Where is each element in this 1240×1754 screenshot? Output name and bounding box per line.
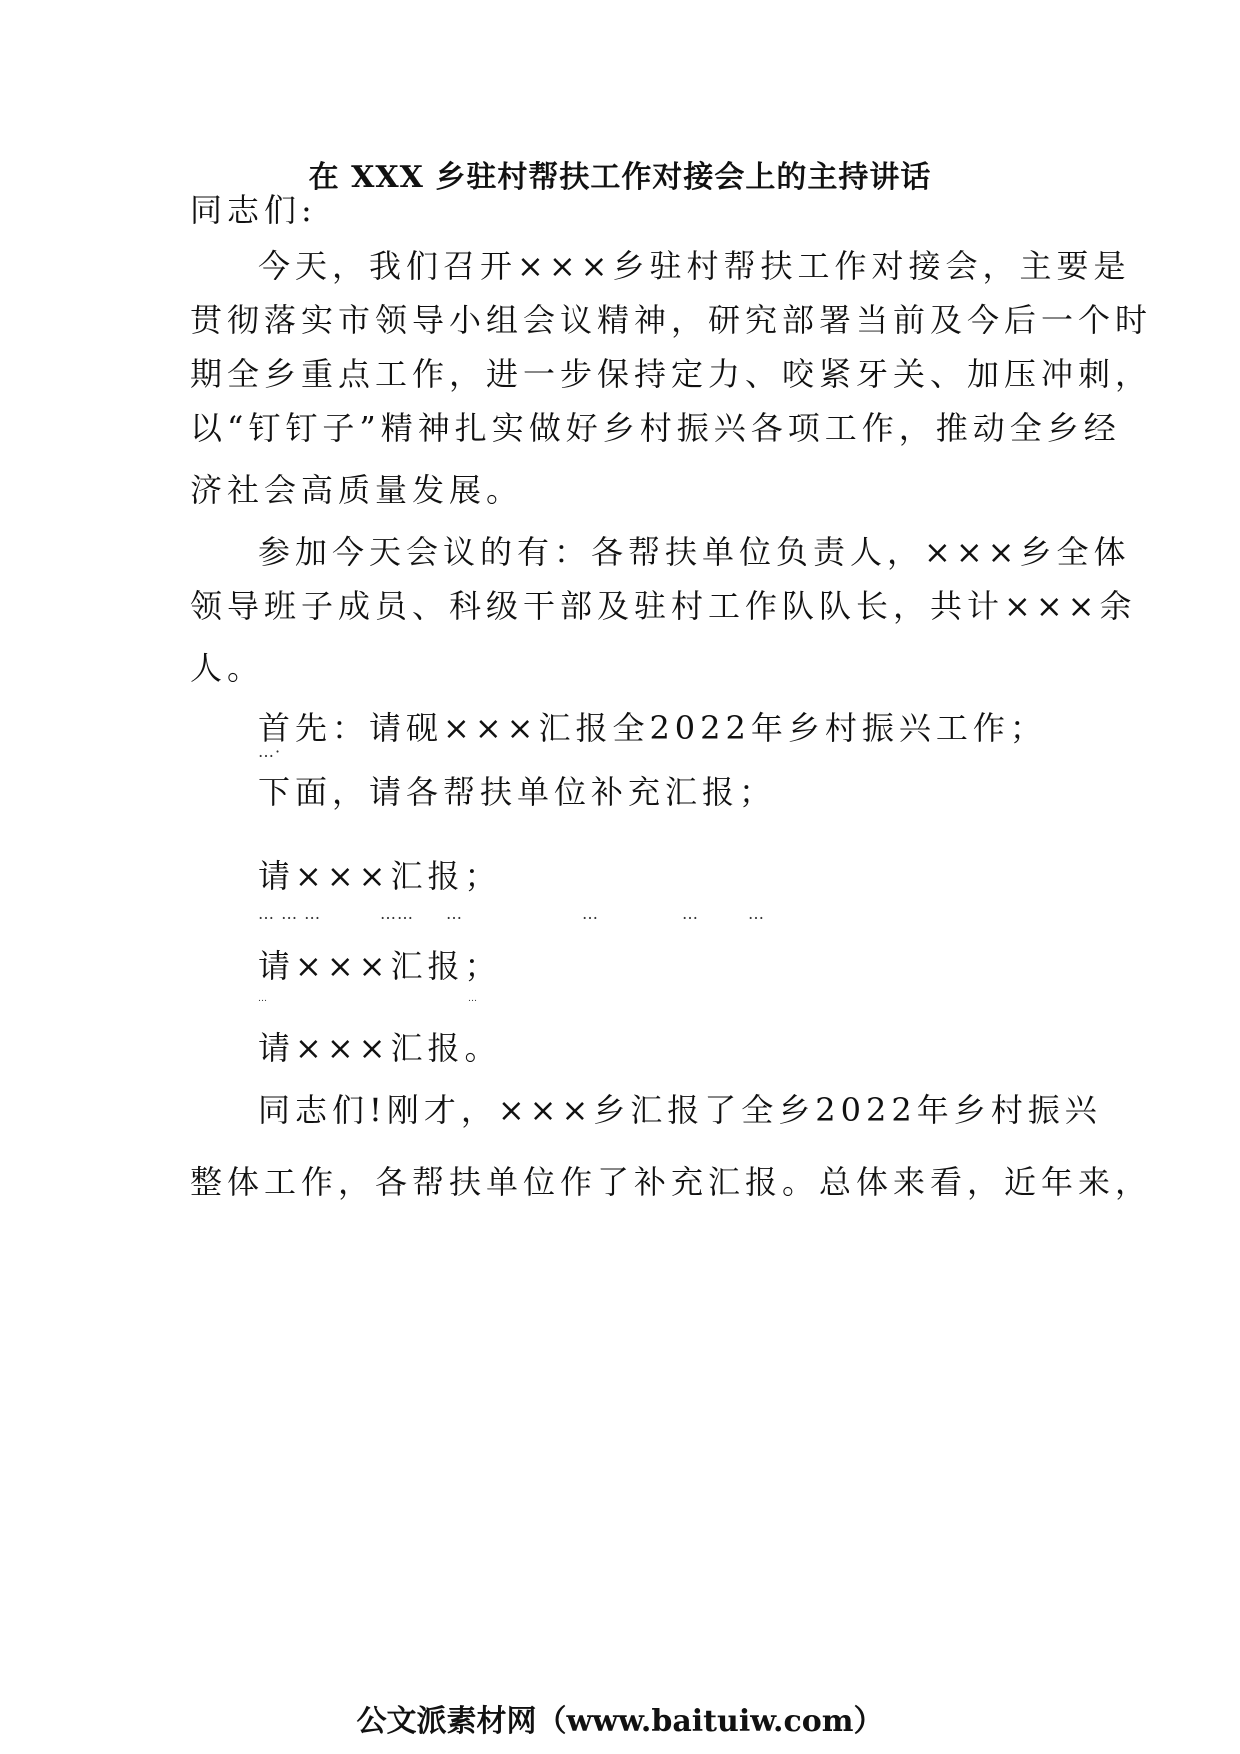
agenda-ellipsis-7: … bbox=[748, 904, 765, 923]
agenda-report-2: 请×××汇报； bbox=[258, 947, 502, 985]
footer-watermark: 公文派素材网（www.baituiw.com） bbox=[356, 1704, 884, 1739]
agenda-report-1: 请×××汇报； bbox=[258, 857, 502, 895]
salutation: 同志们: bbox=[190, 191, 317, 229]
agenda-next: 下面，请各帮扶单位补充汇报； bbox=[258, 773, 777, 811]
paragraph1-line4: 以“钉钉子”精神扎实做好乡村振兴各项工作，推动全乡经 bbox=[190, 409, 1121, 447]
agenda-ellipsis-1: …· bbox=[258, 742, 282, 761]
paragraph3-line1: 同志们!刚才，×××乡汇报了全乡2022年乡村振兴 bbox=[258, 1091, 1102, 1129]
agenda-ellipsis-6: … bbox=[682, 904, 699, 923]
agenda-ellipsis-2: … … … bbox=[258, 904, 322, 923]
paragraph1-line5: 济社会高质量发展。 bbox=[190, 471, 524, 509]
paragraph2-line3: 人。 bbox=[190, 649, 265, 687]
agenda-ellipsis-5: … bbox=[582, 904, 599, 923]
agenda-ellipsis-9: … bbox=[468, 994, 478, 1004]
document-title: 在 XXX 乡驻村帮扶工作对接会上的主持讲话 bbox=[308, 160, 932, 195]
agenda-ellipsis-3: …… bbox=[380, 904, 414, 923]
agenda-ellipsis-4: … bbox=[446, 904, 463, 923]
agenda-first: 首先：请砚×××汇报全2022年乡村振兴工作； bbox=[258, 709, 1047, 747]
agenda-ellipsis-8: … bbox=[258, 994, 268, 1004]
paragraph1-line3: 期全乡重点工作，进一步保持定力、咬紧牙关、加压冲刺， bbox=[190, 355, 1153, 393]
paragraph1-line1: 今天，我们召开×××乡驻村帮扶工作对接会，主要是 bbox=[258, 247, 1131, 285]
agenda-report-3: 请×××汇报。 bbox=[258, 1029, 502, 1067]
paragraph1-line2: 贯彻落实市领导小组会议精神，研究部署当前及今后一个时 bbox=[190, 301, 1153, 339]
paragraph2-line2: 领导班子成员、科级干部及驻村工作队队长，共计×××余 bbox=[190, 587, 1137, 625]
paragraph2-line1: 参加今天会议的有：各帮扶单位负责人，×××乡全体 bbox=[258, 533, 1131, 571]
paragraph3-line2: 整体工作，各帮扶单位作了补充汇报。总体来看，近年来， bbox=[190, 1163, 1153, 1201]
